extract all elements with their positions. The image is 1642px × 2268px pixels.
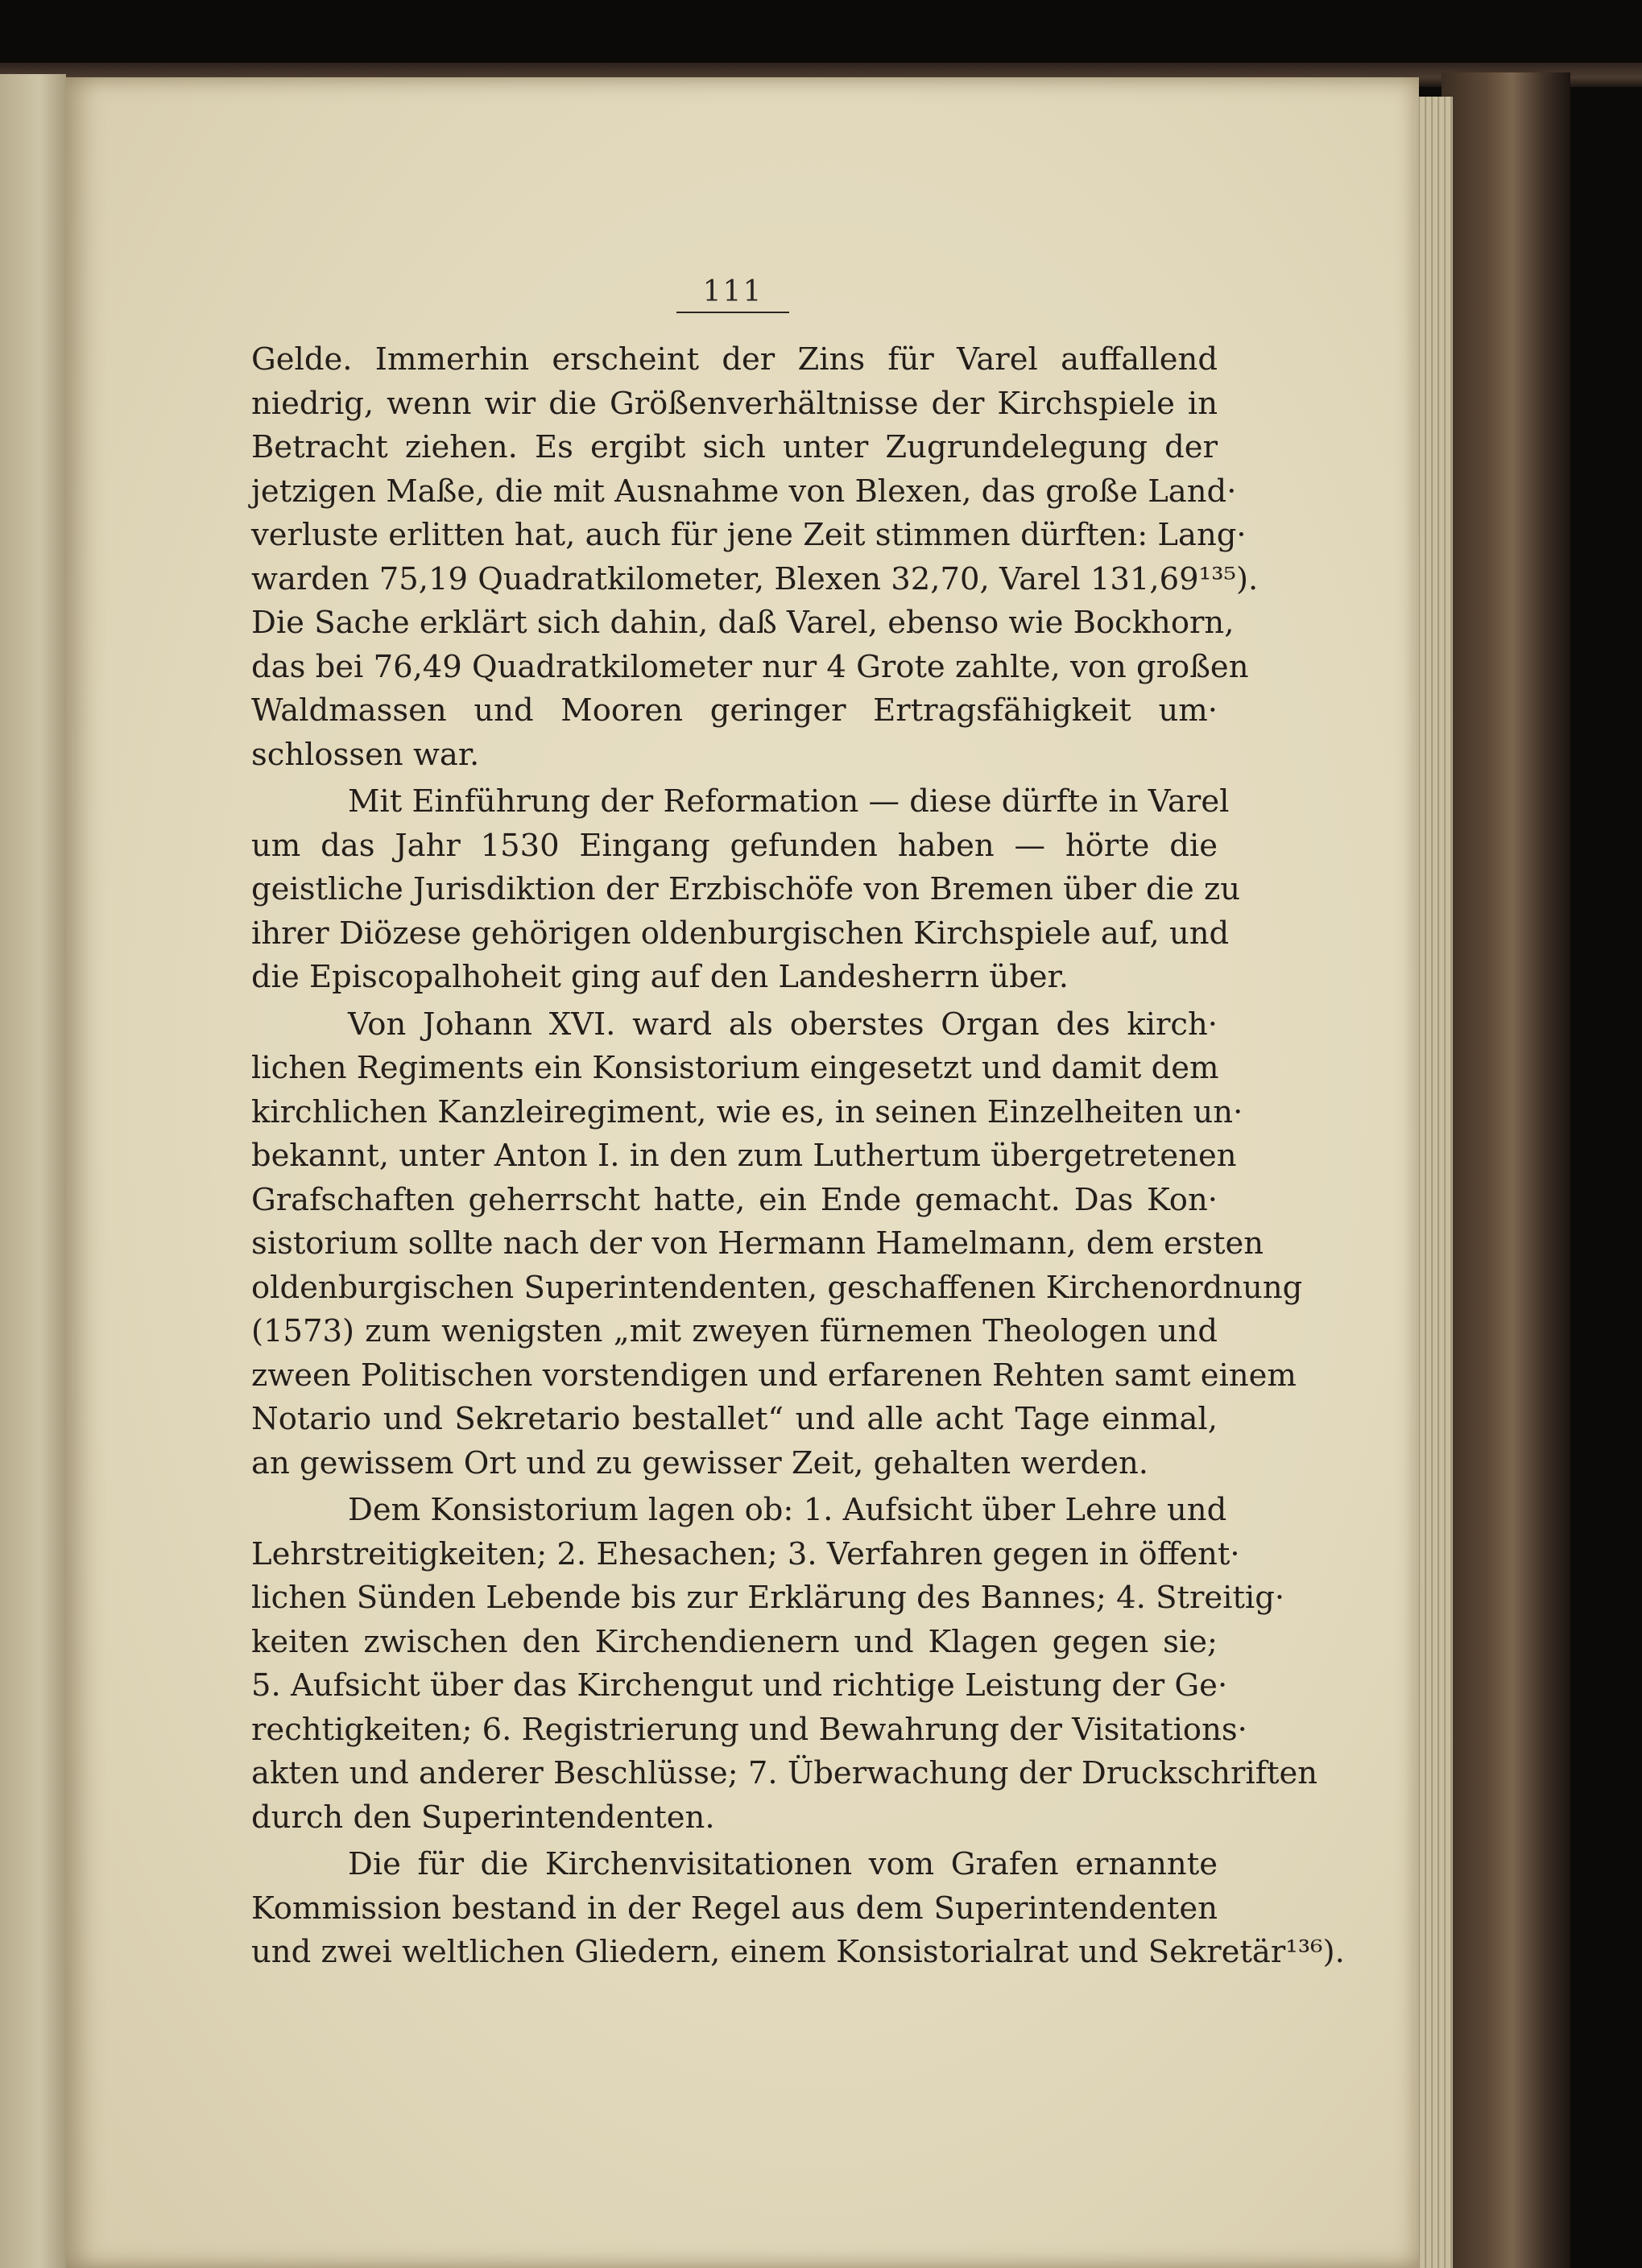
text-line: Waldmassen und Mooren geringer Ertragsfähigkeit um· <box>251 692 1218 729</box>
paragraph <box>251 1843 1345 1975</box>
text-line: Die für die Kirchenvisitationen vom Grafen ernannte <box>348 1846 1218 1882</box>
text-line: Dem Konsistorium lagen ob: 1. Aufsicht über Lehre und <box>348 1492 1227 1528</box>
text-line: lichen Sünden Lebende bis zur Erklärung des Bannes; 4. Streitig· <box>251 1580 1285 1616</box>
text-line: oldenburgischen Superintendenten, geschaffenen Kirchenordnung <box>251 1269 1303 1306</box>
page-number: 111 <box>676 275 789 313</box>
text-line: durch den Superintendenten. <box>251 1799 715 1836</box>
text-line: akten und anderer Beschlüsse; 7. Überwachung der Druckschriften <box>251 1755 1318 1791</box>
text-line: Von Johann XVI. ward als oberstes Organ des kirch· <box>348 1006 1218 1043</box>
text-line: ihrer Diözese gehörigen oldenburgischen Kirchspiele auf, und <box>251 915 1230 952</box>
paragraph <box>251 338 1259 777</box>
text-line: und zwei weltlichen Gliedern, einem Konsistorialrat und Sekretär¹³⁶). <box>251 1934 1345 1970</box>
page-body-text <box>251 338 1345 1975</box>
text-line: (1573) zum wenigsten „mit zweyen fürnemen Theologen und <box>251 1313 1218 1349</box>
text-line: bekannt, unter Anton I. in den zum Luthertum übergetretenen <box>251 1138 1237 1174</box>
text-line: warden 75,19 Quadratkilometer, Blexen 32,70, Varel 131,69¹³⁵). <box>251 560 1259 597</box>
text-line: rechtigkeiten; 6. Registrierung und Bewahrung der Visitations· <box>251 1711 1247 1748</box>
text-line: die Episcopalhoheit ging auf den Landesherrn über. <box>251 959 1069 995</box>
facing-page-edge <box>0 74 66 2268</box>
text-line: verluste erlitten hat, auch für jene Zeit stimmen dürften: Lang· <box>251 517 1247 553</box>
text-line: geistliche Jurisdiktion der Erzbischöfe von Bremen über die zu <box>251 871 1241 907</box>
text-line: Lehrstreitigkeiten; 2. Ehesachen; 3. Verfahren gegen in öffent· <box>251 1535 1240 1572</box>
text-line: das bei 76,49 Quadratkilometer nur 4 Grote zahlte, von großen <box>251 648 1249 685</box>
paragraph <box>251 1003 1303 1486</box>
text-line: Grafschaften geherrscht hatte, ein Ende gemacht. Das Kon· <box>251 1181 1218 1218</box>
text-line: an gewissem Ort und zu gewisser Zeit, gehalten werden. <box>251 1444 1149 1481</box>
text-line: schlossen war. <box>251 736 480 773</box>
text-line: niedrig, wenn wir die Größenverhältnisse der Kirchspiele in <box>251 385 1218 422</box>
paragraph <box>251 1489 1318 1840</box>
text-line: Betracht ziehen. Es ergibt sich unter Zugrundelegung der <box>251 429 1218 465</box>
text-line: keiten zwischen den Kirchendienern und Klagen gegen sie; <box>251 1623 1218 1660</box>
text-line: Gelde. Immerhin erscheint der Zins für Varel auffallend <box>251 341 1218 378</box>
text-line: 5. Aufsicht über das Kirchengut und richtige Leistung der Ge· <box>251 1667 1228 1704</box>
text-line: Notario und Sekretario bestallet“ und alle acht Tage einmal, <box>251 1401 1218 1437</box>
book-cover-spine-edge <box>1441 72 1570 2268</box>
text-line: sistorium sollte nach der von Hermann Hamelmann, dem ersten <box>251 1225 1264 1262</box>
text-line: kirchlichen Kanzleiregiment, wie es, in seinen Einzelheiten un· <box>251 1093 1243 1130</box>
paragraph <box>251 780 1241 1000</box>
text-line: Kommission bestand in der Regel aus dem Superintendenten <box>251 1890 1218 1927</box>
text-line: um das Jahr 1530 Eingang gefunden haben — hörte die <box>251 827 1218 864</box>
text-line: zween Politischen vorstendigen und erfarenen Rehten samt einem <box>251 1357 1297 1394</box>
text-line: jetzigen Maße, die mit Ausnahme von Blexen, das große Land· <box>251 473 1237 510</box>
text-line: lichen Regiments ein Konsistorium eingesetzt und damit dem <box>251 1050 1219 1086</box>
text-line: Mit Einführung der Reformation — diese dürfte in Varel <box>348 783 1230 820</box>
text-line: Die Sache erklärt sich dahin, daß Varel, ebenso wie Bockhorn, <box>251 605 1235 641</box>
